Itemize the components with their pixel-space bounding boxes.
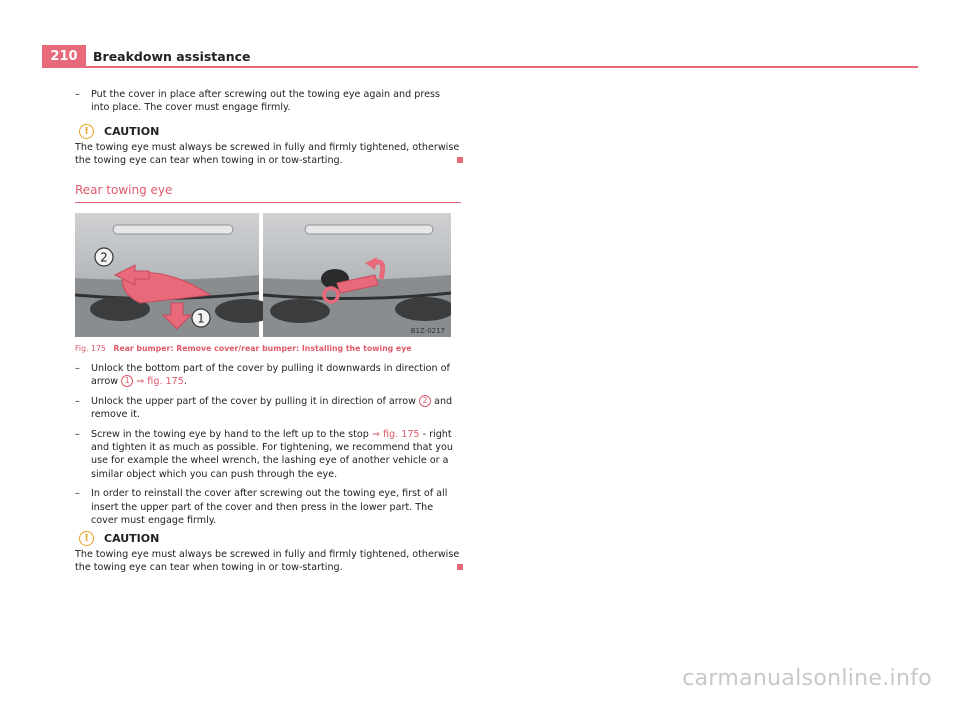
- page-header: [42, 45, 918, 68]
- figure-image: [75, 213, 451, 337]
- heading-rule: [75, 202, 461, 203]
- warning-icon: !: [79, 124, 94, 139]
- caption-text: Rear bumper: Remove cover/rear bumper: Installing the towing eye: [113, 344, 412, 353]
- steps-list: [75, 362, 461, 527]
- callout-ref-1: 1: [121, 375, 133, 387]
- step-dash: –: [75, 89, 80, 100]
- caption-id: Fig. 175: [75, 344, 106, 353]
- end-mark-icon: [457, 564, 463, 570]
- callout-2: 2: [100, 250, 108, 265]
- fig-link[interactable]: ⇒ fig. 175: [136, 376, 184, 388]
- top-step-text: Put the cover in place after screwing out the towing eye again and press into place. The cover must engage firmly.: [91, 89, 440, 114]
- callout-ref-2: 2: [419, 395, 431, 407]
- caution-block-1: [75, 124, 461, 168]
- list-item: – Unlock the bottom part of the cover by pulling it downwards in direction of arrow 1 ⇒ fig. 175.: [75, 363, 450, 388]
- top-step: [75, 88, 461, 115]
- header-rule: [86, 66, 918, 68]
- section-heading: Rear towing eye: [75, 183, 173, 197]
- figure-caption: [75, 344, 412, 353]
- list-item: – Unlock the upper part of the cover by pulling it in direction of arrow 2 and remove it.: [75, 395, 453, 421]
- caution-block-2: [75, 531, 461, 575]
- watermark: carmanualsonline.info: [682, 666, 932, 691]
- figure-left-panel: [75, 213, 275, 337]
- caution-text: The towing eye must always be screwed in fully and firmly tightened, otherwise the towing eye can tear when towing in or tow-starting.: [75, 549, 460, 574]
- warning-icon: !: [79, 531, 94, 546]
- figure-right-panel: [263, 213, 451, 337]
- caution-label: CAUTION: [104, 531, 160, 545]
- list-item: – In order to reinstall the cover after screwing out the towing eye, first of all insert the upper part of the cover and then press in the lower part. The cover must engage firmly.: [75, 488, 448, 527]
- caution-label: CAUTION: [104, 124, 160, 138]
- end-mark-icon: [457, 157, 463, 163]
- callout-1: 1: [197, 311, 205, 326]
- figure-code: B1Z-0217: [410, 327, 445, 335]
- figure-175: [75, 213, 451, 337]
- caution-text: The towing eye must always be screwed in fully and firmly tightened, otherwise the towing eye can tear when towing in or tow-starting.: [75, 142, 460, 167]
- section-title: Breakdown assistance: [93, 49, 251, 64]
- list-item: – Screw in the towing eye by hand to the left up to the stop ⇒ fig. 175 - right and tighten it as much as possible. For tightening, we recommend that you use for example the wheel wrench, the lashing eye of another vehicle or a similar object which you can push through the eye.: [75, 428, 453, 480]
- fig-link[interactable]: ⇒ fig. 175: [371, 428, 420, 440]
- page-number: 210: [42, 45, 86, 68]
